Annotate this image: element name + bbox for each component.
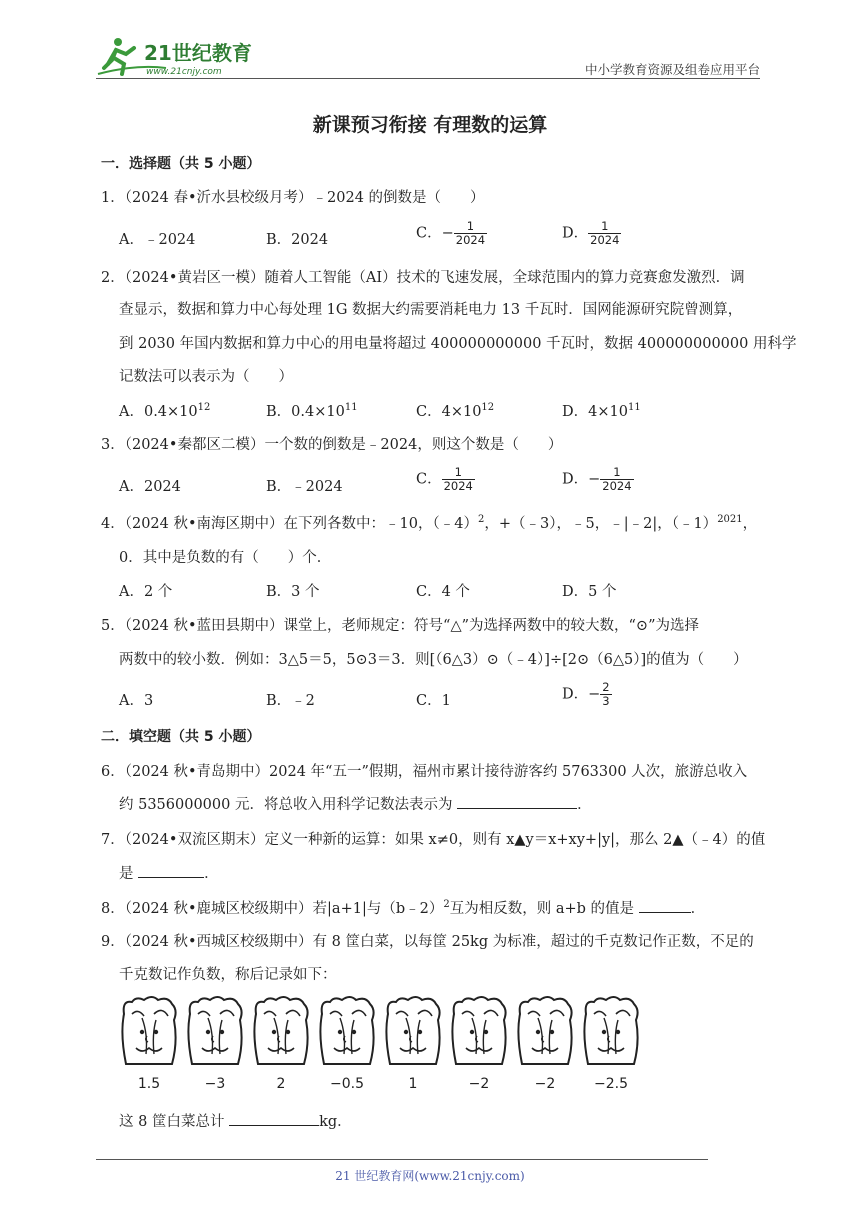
question-6-line-2: 约 5356000000 元．将总收入用科学记数法表示为 ． xyxy=(119,793,592,814)
platform-tagline: 中小学教育资源及组卷应用平台 xyxy=(584,62,760,77)
question-7-line-1: 7．（2024•双流区期末）定义一种新的运算：如果 x≠0，则有 x▲y＝x+xy+|y|，那么 2▲（﹣4）的值 xyxy=(101,832,766,848)
cabbage-value-label: 2 xyxy=(276,1076,286,1092)
cabbage-value-label: −2 xyxy=(468,1076,490,1092)
section-heading-fill: 二．填空题（共 5 小题） xyxy=(101,729,261,745)
q4-option-a[interactable]: A．2 个 xyxy=(119,584,173,600)
question-9-line-2: 千克数记作负数，称后记录如下： xyxy=(119,967,337,983)
question-6-line-1: 6．（2024 秋•青岛期中）2024 年“五一”假期，福州市累计接待游客约 5763300 人次，旅游总收入 xyxy=(101,764,748,780)
cabbage-value-label: 1 xyxy=(408,1076,418,1092)
question-3: 3．（2024•秦都区二模）一个数的倒数是﹣2024，则这个数是（ ） xyxy=(101,437,563,453)
q1-option-c[interactable]: C．− $\frac{1}{2024}$ xyxy=(416,219,486,248)
question-7-line-2: 是 ． xyxy=(119,862,219,883)
q3-option-c[interactable]: C． $\frac{1}{2024}$ xyxy=(416,465,473,494)
question-2-line-4: 记数法可以表示为（ ） xyxy=(119,369,293,385)
footer-divider xyxy=(96,1159,708,1160)
q5-option-a[interactable]: A．3 xyxy=(119,693,154,709)
q4-option-d[interactable]: D．5 个 xyxy=(562,584,617,600)
cabbage-basket xyxy=(580,994,642,1074)
q4-option-c[interactable]: C．4 个 xyxy=(416,584,470,600)
q4-option-b[interactable]: B．3 个 xyxy=(266,584,320,600)
cabbage-icon xyxy=(514,994,576,1070)
page-title: 新课预习衔接 有理数的运算 xyxy=(312,114,548,136)
question-2-line-1: 2．（2024•黄岩区一模）随着人工智能（AI）技术的飞速发展，全球范围内的算力竞赛愈发激烈．调 xyxy=(101,270,745,286)
q2-option-a[interactable]: A．$0.4\times 10^{12}$ xyxy=(119,402,211,420)
question-5-line-1: 5．（2024 秋•蓝田县期中）课堂上，老师规定：符号“△”为选择两数中的较大数，“⊙”为选择 xyxy=(101,618,699,634)
q2-option-d[interactable]: D．$4\times 10^{11}$ xyxy=(562,402,641,420)
question-8: 8．（2024 秋•鹿城区校级期中）若|a+1|与（b﹣2）$^2$互为相反数，则 a+b 的值是 ． xyxy=(101,899,706,917)
cabbage-icon xyxy=(184,994,246,1070)
q3-option-a[interactable]: A．2024 xyxy=(119,479,181,495)
q5-option-d[interactable]: D．− $\frac{2}{3}$ xyxy=(562,680,610,709)
question-2-line-2: 查显示，数据和算力中心每处理 1G 数据大约需要消耗电力 13 千瓦时．国网能源研究院曾测算， xyxy=(119,302,743,318)
cabbage-value-label: −2 xyxy=(534,1076,556,1092)
q1-option-a[interactable]: A．﹣2024 xyxy=(119,232,196,248)
footer-link[interactable]: 21 世纪教育网(www.21cnjy.com) xyxy=(335,1169,525,1183)
cabbage-icon xyxy=(316,994,378,1070)
q7-answer-blank[interactable] xyxy=(138,863,204,878)
cabbage-basket xyxy=(382,994,444,1074)
cabbage-basket xyxy=(118,994,180,1074)
cabbage-icon xyxy=(382,994,444,1070)
question-1: 1．（2024 春•沂水县校级月考）﹣2024 的倒数是（ ） xyxy=(101,190,485,206)
q3-option-d[interactable]: D．− $\frac{1}{2024}$ xyxy=(562,465,632,494)
q2-option-b[interactable]: B．$0.4\times 10^{11}$ xyxy=(266,402,358,420)
q6-answer-blank[interactable] xyxy=(457,794,577,809)
cabbage-icon xyxy=(580,994,642,1070)
cabbage-basket xyxy=(448,994,510,1074)
svg-text:www.21cnjy.com: www.21cnjy.com xyxy=(146,67,222,77)
question-4-line-1: 4．（2024 秋•南海区期中）在下列各数中：﹣10，（﹣4）$^2$，+（﹣3），﹣5，﹣|﹣2|，（﹣1）$^{2021}$， xyxy=(101,514,758,532)
question-4-line-2: 0．其中是负数的有（ ）个． xyxy=(119,550,332,566)
cabbage-baskets-figure xyxy=(118,994,658,1098)
cabbage-icon xyxy=(448,994,510,1070)
q9-answer-blank[interactable] xyxy=(229,1111,319,1126)
cabbage-basket xyxy=(316,994,378,1074)
q2-option-c[interactable]: C．$4\times 10^{12}$ xyxy=(416,402,495,420)
section-heading-choice: 一．选择题（共 5 小题） xyxy=(101,156,261,172)
q1-option-d[interactable]: D． $\frac{1}{2024}$ xyxy=(562,219,620,248)
site-logo xyxy=(96,34,256,78)
question-9-line-1: 9．（2024 秋•西城区校级期中）有 8 筐白菜，以每筐 25kg 为标准，超过的千克数记作正数，不足的 xyxy=(101,934,754,950)
svg-text:21世纪教育: 21世纪教育 xyxy=(144,41,252,65)
q5-option-b[interactable]: B．﹣2 xyxy=(266,693,315,709)
cabbage-value-label: −2.5 xyxy=(594,1076,628,1092)
cabbage-icon xyxy=(250,994,312,1070)
cabbage-basket xyxy=(514,994,576,1074)
cabbage-basket xyxy=(250,994,312,1074)
cabbage-value-label: −0.5 xyxy=(330,1076,364,1092)
cabbage-basket xyxy=(184,994,246,1074)
cabbage-value-label: 1.5 xyxy=(137,1076,161,1092)
q1-option-b[interactable]: B．2024 xyxy=(266,232,329,248)
question-2-line-3: 到 2030 年国内数据和算力中心的用电量将超过 400000000000 千瓦时，数据 400000000000 用科学 xyxy=(119,336,797,352)
cabbage-value-label: −3 xyxy=(204,1076,226,1092)
q5-option-c[interactable]: C．1 xyxy=(416,693,451,709)
question-5-line-2: 两数中的较小数．例如：3△5＝5，5⊙3＝3．则[（6△3）⊙（﹣4）]÷[2⊙（6△5）]的值为（ ） xyxy=(119,652,748,668)
q3-option-b[interactable]: B．﹣2024 xyxy=(266,479,343,495)
header-divider xyxy=(96,78,760,79)
q8-answer-blank[interactable] xyxy=(639,898,691,913)
cabbage-icon xyxy=(118,994,180,1070)
question-9-line-3: 这 8 筐白菜总计 kg． xyxy=(119,1110,352,1131)
